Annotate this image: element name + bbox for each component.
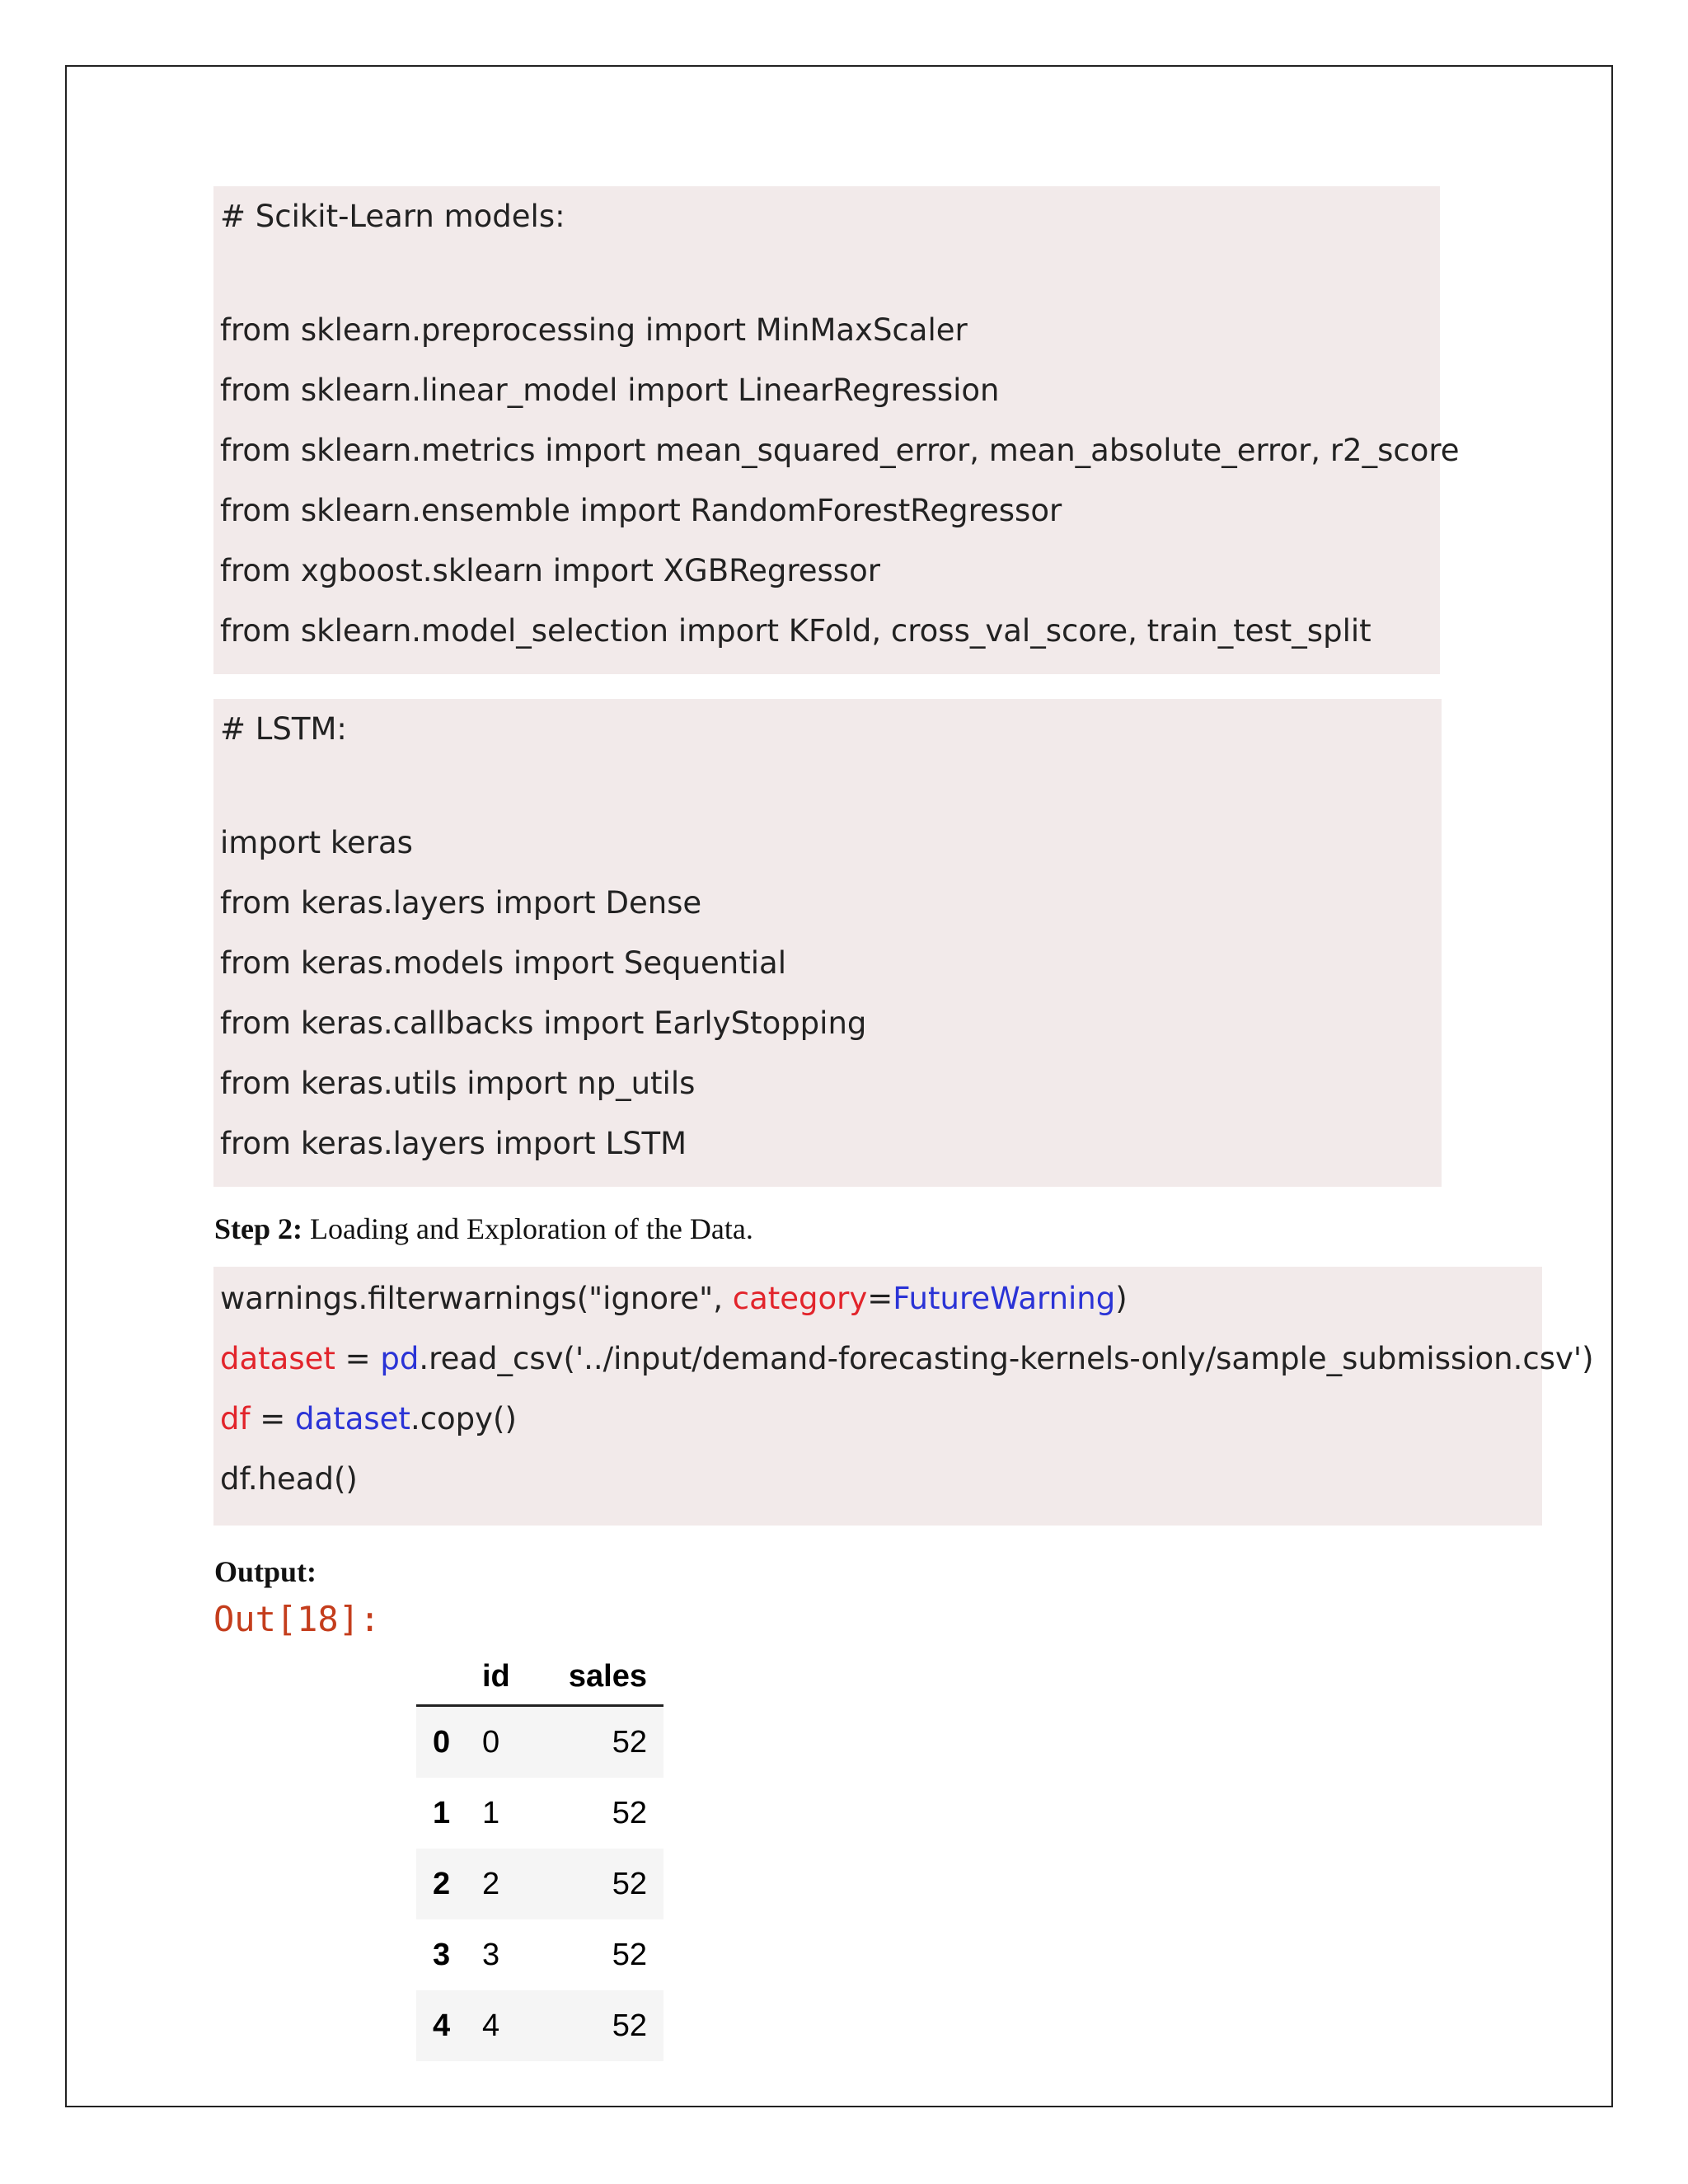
code-block-lstm-imports	[213, 699, 1442, 1187]
step-label: Step 2:	[214, 1212, 302, 1245]
code-line	[220, 1340, 1594, 1378]
code-line	[220, 1400, 517, 1438]
code-line: # Scikit-Learn models:	[220, 199, 565, 234]
code-token: .copy()	[410, 1401, 517, 1436]
code-line: from xgboost.sklearn import XGBRegressor	[220, 553, 880, 588]
row-index: 0	[433, 1724, 451, 1760]
output-label: Output:	[214, 1555, 317, 1588]
code-token: =	[335, 1341, 381, 1376]
code-line: from keras.layers import LSTM	[220, 1126, 687, 1161]
code-token: pd	[380, 1341, 420, 1376]
code-line: # LSTM:	[220, 711, 347, 747]
table-row	[416, 1849, 663, 1919]
code-line	[220, 1280, 1128, 1318]
step-heading	[214, 1212, 753, 1246]
step-text: Loading and Exploration of the Data.	[302, 1212, 753, 1245]
column-header-index	[416, 1648, 482, 1706]
code-token: =	[250, 1401, 296, 1436]
code-token: dataset	[295, 1401, 410, 1436]
table-row	[416, 1919, 663, 1990]
row-index: 2	[433, 1866, 451, 1901]
row-index: 4	[433, 2008, 451, 2043]
cell-sales: 52	[612, 2008, 647, 2043]
cell-id: 1	[482, 1795, 500, 1830]
cell-id: 0	[482, 1724, 500, 1760]
code-line: from keras.callbacks import EarlyStopping	[220, 1005, 867, 1041]
out-prompt: Out[18]:	[213, 1599, 381, 1639]
code-block-sklearn-imports	[213, 186, 1460, 674]
code-line: from sklearn.model_selection import KFold, cross_val_score, train_test_split	[220, 613, 1372, 649]
cell-sales: 52	[612, 1795, 647, 1830]
dataframe-table	[416, 1648, 663, 2061]
cell-sales: 52	[612, 1937, 647, 1972]
cell-sales: 52	[612, 1724, 647, 1760]
code-token: .read_csv('../input/demand-forecasting-kernels-only/sample_submission.csv')	[419, 1341, 1594, 1376]
code-token: FutureWarning	[893, 1281, 1116, 1316]
code-token: df	[220, 1401, 251, 1436]
code-line: from sklearn.preprocessing import MinMaxScaler	[220, 312, 968, 348]
code-line: from sklearn.linear_model import LinearRegression	[220, 373, 1000, 408]
code-token: category	[732, 1281, 868, 1316]
code-line: import keras	[220, 825, 413, 860]
code-token: =	[867, 1281, 893, 1316]
code-line: from sklearn.metrics import mean_squared_error, mean_absolute_error, r2_score	[220, 433, 1460, 468]
code-line: from keras.layers import Dense	[220, 885, 702, 921]
table-header-row	[416, 1648, 663, 1706]
table-row	[416, 1778, 663, 1849]
row-index: 1	[433, 1795, 451, 1830]
row-index: 3	[433, 1937, 451, 1972]
cell-id: 4	[482, 2008, 500, 2043]
code-line: from keras.models import Sequential	[220, 945, 786, 981]
table-row	[416, 1990, 663, 2061]
code-token: warnings.filterwarnings("ignore",	[220, 1281, 733, 1316]
table-row	[416, 1706, 663, 1779]
cell-id: 2	[482, 1866, 500, 1901]
code-line: df.head()	[220, 1461, 358, 1497]
column-header-id: id	[482, 1658, 510, 1694]
cell-id: 3	[482, 1937, 500, 1972]
column-header-sales: sales	[568, 1658, 647, 1694]
code-token: )	[1115, 1281, 1128, 1316]
code-block-load-data	[213, 1267, 1594, 1526]
cell-sales: 52	[612, 1866, 647, 1901]
code-token: dataset	[220, 1341, 335, 1376]
code-line: from keras.utils import np_utils	[220, 1066, 696, 1101]
code-line: from sklearn.ensemble import RandomForestRegressor	[220, 493, 1062, 528]
